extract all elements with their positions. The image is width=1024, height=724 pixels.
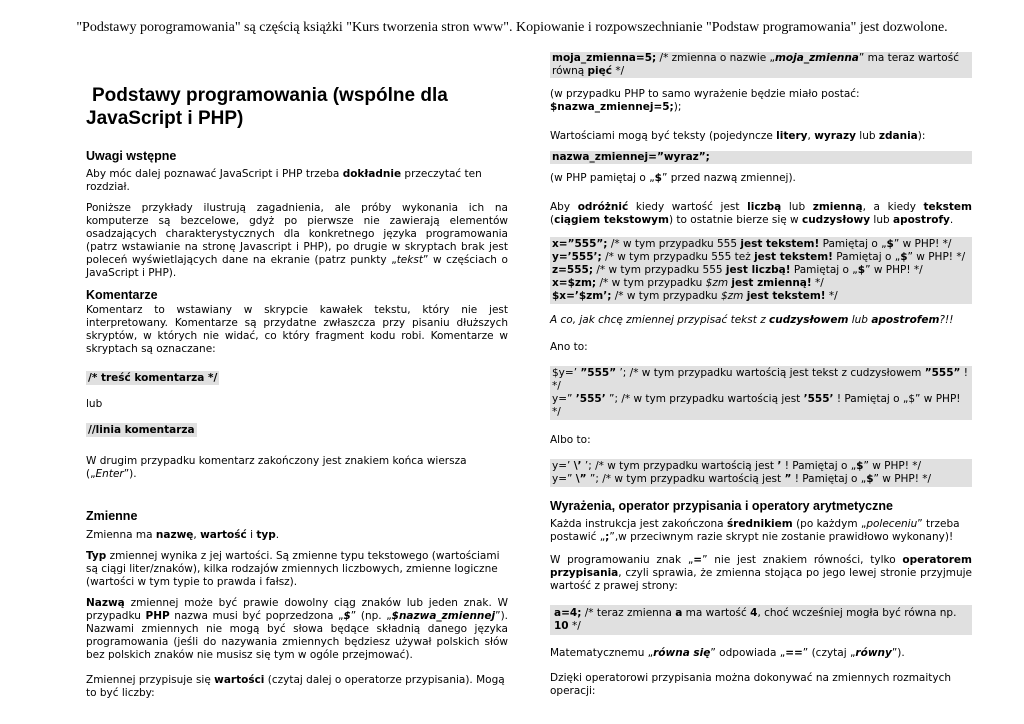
code-line-4: x=$zm; /* w tym przypadku $zm jest zmienną! */ — [552, 277, 824, 289]
albo-to: Albo to: — [550, 434, 591, 446]
ano-to: Ano to: — [550, 341, 588, 353]
komentarze-paragraph-2: W drugim przypadku komentarz zakończony jest znakiem końca wiersza („Enter”). — [86, 455, 467, 480]
distinguish-paragraph: Aby odróżnić kiedy wartość jest liczbą lub zmienną, a kiedy tekstem (ciągiem tekstowym) to ostatnie bierze się w cudzysłowy lub apostrofy. — [550, 201, 972, 226]
heading-zmienne: Zmienne — [86, 509, 138, 523]
code-line-1: x=”555”; /* w tym przypadku 555 jest tekstem! Pamiętaj o „$” w PHP! */ — [552, 238, 952, 250]
code-line-3: z=555; /* w tym przypadku 555 jest liczbą! Pamiętaj o „$” w PHP! */ — [552, 264, 923, 276]
code-line-2: y=’555’; /* w tym przypadku 555 też jest tekstem! Pamiętaj o „$” w PHP! */ — [552, 251, 966, 263]
php-dollar-note: (w PHP pamiętaj o „$” przed nazwą zmiennej). — [550, 172, 796, 184]
komentarze-paragraph: Komentarz to wstawiany w skrypcie kawałek tekstu, który nie jest interpretowany. Komentarze są przydatne zwłaszcza przy pisaniu dłuższych skryptów, w których nie widać, co który fragment kodu robi. Komentarze w skryptach są oznaczane: — [86, 304, 508, 355]
zmienne-paragraph-1: Zmienna ma nazwę, wartość i typ. — [86, 529, 280, 541]
zmienne-paragraph-2: Typ zmiennej wynika z jej wartości. Są zmienne typu tekstowego (wartościami są ciągi liter/znaków), kilka rodzajów zmiennych liczbowych, zmienne logiczne (wartości w tym typie to prawda i fałsz). — [86, 550, 500, 588]
code-line-comment: //linia komentarza — [88, 424, 195, 436]
code3-line-2: y=” \” ”; /* w tym przypadku wartością jest ” ! Pamiętaj o „$” w PHP! */ — [552, 473, 932, 485]
heading-wyrazenia: Wyrażenia, operator przypisania i operatory arytmetyczne — [550, 499, 893, 513]
code-line-5: $x=’$zm’; /* w tym przypadku $zm jest tekstem! */ — [552, 290, 838, 302]
example-moja-zmienna: moja_zmienna=5; /* zmienna o nazwie „moja_zmienna” ma teraz wartość równą pięć */ — [550, 52, 972, 78]
operations-note: Dzięki operatorowi przypisania można dokonywać na zmiennych rozmaitych operacji: — [550, 672, 952, 697]
question-quotes: A co, jak chcę zmiennej przypisać tekst z cudzysłowem lub apostrofem?!! — [550, 314, 954, 326]
right-column — [550, 52, 972, 706]
left-column — [86, 52, 508, 708]
chapter-title-line2: JavaScript i PHP) — [86, 108, 244, 129]
chapter-title — [86, 84, 508, 130]
wyrazenia-paragraph-1: Każda instrukcja jest zakończona średnikiem (po każdym „poleceniu” trzeba postawić „;”,w przeciwnym razie skrypt nie zostanie prawidłowo wykonany)! — [550, 518, 960, 543]
text-values-note: Wartościami mogą być teksty (pojedyncze litery, wyrazy lub zdania): — [550, 130, 926, 142]
chapter-title-line1: Podstawy programowania (wspólne dla — [92, 85, 448, 106]
lub-text: lub — [86, 398, 103, 410]
zmienne-paragraph-3: Nazwą zmiennej może być prawie dowolny ciąg znaków lub jeden znak. W przypadku PHP nazwa musi być poprzedzona „$” (np. „$nazwa_zmiennej”). Nazwami zmiennych nie mogą być słowa będące składnią danego języka programowania (jeśli do nazywania zmiennych będziesz używał polskich słów bez polskich znaków nie musisz się tym w ogóle przejmować). — [86, 597, 508, 661]
equals-note: Matematycznemu „równa się” odpowiada „==” (czytaj „równy”). — [550, 647, 905, 659]
example-nazwa-zmiennej: nazwa_zmiennej=”wyraz”; — [550, 151, 972, 164]
example-a-assignment: a=4; /* teraz zmienna a ma wartość 4, choć wcześniej mogła być równa np. 10 */ — [550, 605, 972, 635]
code-block-comment: /* treść komentarza */ — [88, 372, 218, 384]
code3-line-1: y=’ \’ ’; /* w tym przypadku wartością jest ’ ! Pamiętaj o „$” w PHP! */ — [552, 460, 922, 472]
code-block-escapes — [550, 459, 972, 487]
php-note: (w przypadku PHP to samo wyrażenie będzie miało postać: $nazwa_zmiennej=5;); — [550, 88, 860, 113]
uwagi-paragraph-2: Poniższe przykłady ilustrują zagadnienia, ale próby wykonania ich na komputerze są bezcelowe, gdyż po pierwsze nie zawierają elementów osadzających charakterystycznych dla konkretnego języka programowania (patrz wstawianie na stronę Javascript i PHP), po drugie w skryptach brak jest poleceń wyświetlających dane na ekranie (patrz punkty „tekst” w częściach o JavaScript i PHP). — [86, 202, 508, 279]
heading-uwagi: Uwagi wstępne — [86, 149, 177, 163]
code2-line-2: y=” ’555’ ”; /* w tym przypadku wartością jest ’555’ ! Pamiętaj o „$” w PHP! */ — [552, 393, 961, 418]
zmienne-paragraph-4: Zmiennej przypisuje się wartości (czytaj dalej o operatorze przypisania). Mogą to być liczby: — [86, 674, 505, 699]
wyrazenia-paragraph-2: W programowaniu znak „=” nie jest znakiem równości, tylko operatorem przypisania, czyli sprawia, że zmienna stojąca po jego lewej stronie przyjmuje wartość z prawej strony: — [550, 554, 972, 592]
code2-line-1: $y=’ ”555” ’; /* w tym przypadku wartością jest tekst z cudzysłowem ”555” ! */ — [552, 367, 968, 392]
page-header: "Podstawy porogramowania" są częścią książki "Kurs tworzenia stron www". Kopiowanie i rozpowszechnianie "Podstaw programowania" jest dozwolone. — [76, 20, 948, 35]
code-block-quotes — [550, 366, 972, 420]
uwagi-paragraph-1: Aby móc dalej poznawać JavaScript i PHP trzeba dokładnie przeczytać ten rozdział. — [86, 168, 482, 193]
code-block-examples — [550, 237, 972, 304]
heading-komentarze: Komentarze — [86, 288, 158, 302]
